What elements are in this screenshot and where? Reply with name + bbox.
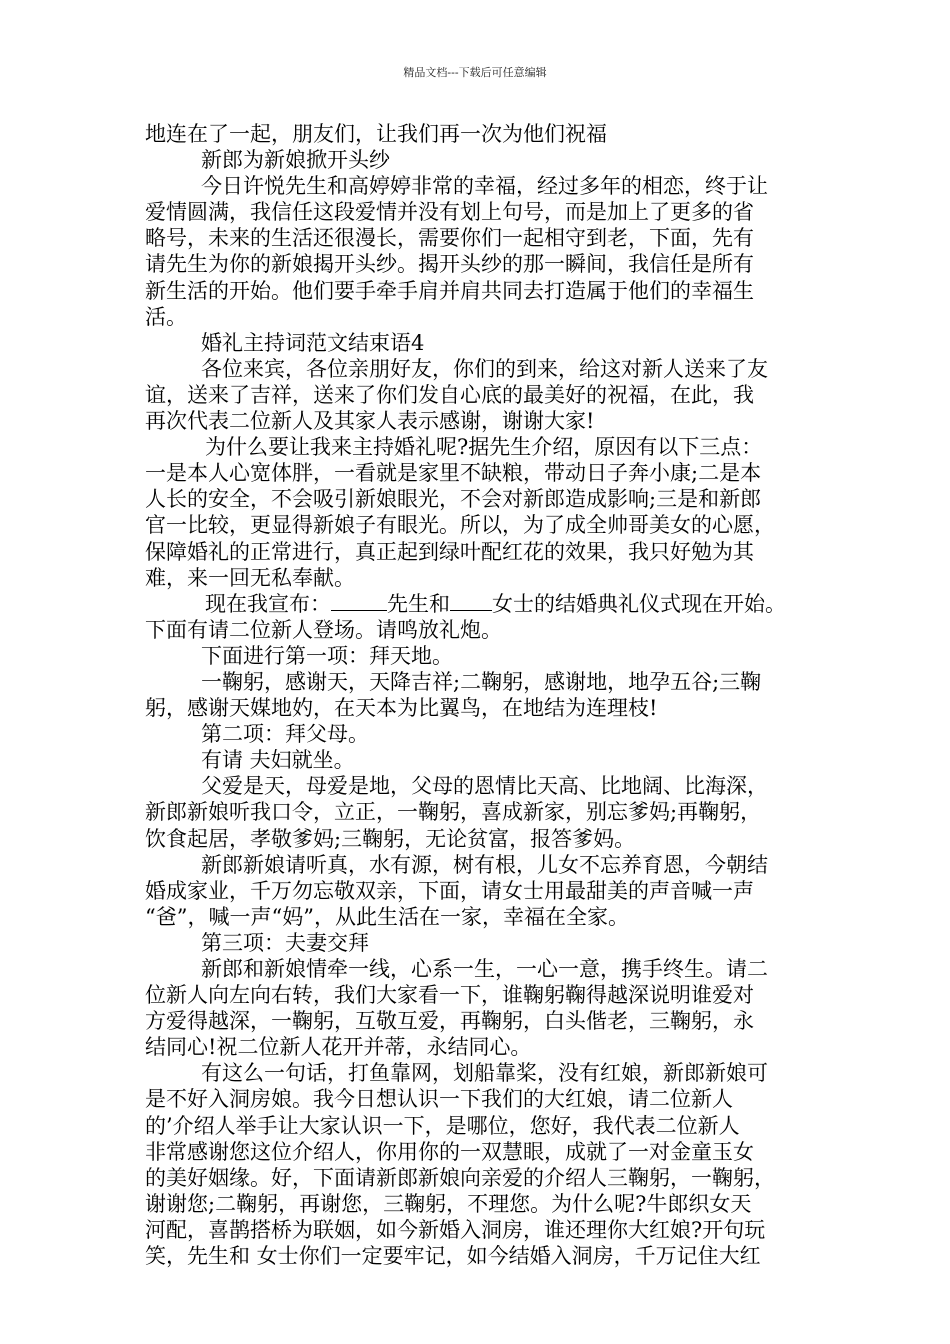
text-line: 下面有请二位新人登场。请鸣放礼炮。: [145, 617, 502, 642]
text-line: 是不好入洞房娘。我今日想认识一下我们的大红娘，请二位新人: [145, 1087, 733, 1112]
text-line: 爱情圆满，我信任这段爱情并没有划上句号，而是加上了更多的省: [145, 200, 754, 225]
text-line: 活。: [145, 304, 187, 329]
text-line: 新郎和新娘情牵一线，心系一生，一心一意，携手终生。请二: [201, 957, 768, 981]
text-line: 的’介绍人举手让大家认识一下，是哪位，您好，我代表二位新人: [145, 1113, 740, 1138]
document-body: [145, 121, 815, 1269]
text-line: 谊，送来了吉祥，送来了你们发自心底的最美好的祝福，在此，我: [145, 382, 754, 407]
section-heading: 婚礼主持词范文结束语4: [201, 330, 425, 355]
section-heading: 下面进行第一项：拜天地。: [201, 643, 453, 668]
announcement-text: 先生和: [387, 591, 450, 616]
text-line: 父爱是天，母爱是地，父母的恩情比天高、比地阔、比海深，: [201, 774, 768, 799]
text-line: 非常感谢您这位介绍人，你用你的一双慧眼，成就了一对金童玉女: [145, 1139, 754, 1164]
text-line: 人长的安全，不会吸引新娘眼光，不会对新郎造成影响;三是和新郎: [145, 487, 762, 512]
text-line: 饮食起居，孝敬爹妈;三鞠躬，无论贫富，报答爹妈。: [145, 826, 636, 851]
text-line: 难，来一回无私奉献。: [145, 565, 355, 590]
text-line: 新郎新娘请听真，水有源，树有根，儿女不忘养育恩，今朝结: [201, 852, 768, 877]
text-line: 谢谢您;二鞠躬，再谢您，三鞠躬，不理您。为什么呢?牛郎织女天: [145, 1191, 752, 1216]
announcement-text: 现在我宣布：: [205, 591, 331, 616]
announcement-text: 女士的结婚典礼仪式现在开始。: [492, 591, 786, 616]
text-line: 一是本人心宽体胖，一看就是家里不缺粮，带动日子奔小康;二是本: [145, 461, 762, 486]
text-line: 结同心!祝二位新人花开并蒂，永结同心。: [145, 1035, 532, 1060]
text-line: “爸”，喊一声“妈”，从此生活在一家，幸福在全家。: [145, 904, 629, 929]
text-line: 新生活的开始。他们要手牵手肩并肩共同去打造属于他们的幸福生: [145, 278, 754, 303]
text-line: 河配，喜鹊搭桥为联姻，如今新婚入洞房，谁还理你大红娘?开句玩: [145, 1217, 766, 1242]
section-heading: 第三项：夫妻交拜: [201, 930, 369, 955]
text-line: 婚成家业，千万勿忘敬双亲，下面，请女士用最甜美的声音喊一声: [145, 878, 754, 903]
text-line: 有这么一句话，打鱼靠网，划船靠桨，没有红娘，新郎新娘可: [201, 1061, 768, 1086]
name-blank: [331, 592, 387, 611]
name-blank: [450, 592, 492, 611]
text-line: 请先生为你的新娘揭开头纱。揭开头纱的那一瞬间，我信任是所有: [145, 252, 754, 277]
text-line: 再次代表二位新人及其家人表示感谢，谢谢大家!: [145, 409, 595, 434]
text-line: 有请 夫妇就坐。: [201, 748, 355, 773]
text-line: 一鞠躬，感谢天，天降吉祥;二鞠躬，感谢地，地孕五谷;三鞠: [201, 669, 762, 694]
announcement-line: [145, 591, 815, 617]
text-line: 的美好姻缘。好，下面请新郎新娘向亲爱的介绍人三鞠躬，一鞠躬，: [145, 1165, 775, 1190]
text-line: 躬，感谢天媒地妁，在天本为比翼鸟，在地结为连理枝!: [145, 696, 658, 721]
text-line: 今日许悦先生和高婷婷非常的幸福，经过多年的相恋，终于让: [201, 174, 768, 199]
section-heading: 新郎为新娘掀开头纱: [201, 148, 390, 173]
page-header: 精品文档---下载后可任意编辑: [403, 66, 547, 79]
text-line: 新郎新娘听我口令，立正，一鞠躬，喜成新家，别忘爹妈;再鞠躬，: [145, 800, 762, 825]
text-line: 各位来宾，各位亲朋好友，你们的到来，给这对新人送来了友: [201, 356, 768, 381]
text-line: 保障婚礼的正常进行，真正起到绿叶配红花的效果，我只好勉为其: [145, 539, 754, 564]
text-line: 略号，未来的生活还很漫长，需要你们一起相守到老，下面，先有: [145, 226, 754, 251]
text-line: 笑，先生和 女士你们一定要牢记，如今结婚入洞房，千万记住大红: [145, 1244, 761, 1269]
text-line: 地连在了一起，朋友们，让我们再一次为他们祝福: [145, 122, 607, 146]
text-line: 为什么要让我来主持婚礼呢?据先生介绍，原因有以下三点：: [205, 435, 763, 460]
text-line: 官一比较，更显得新娘子有眼光。所以，为了成全帅哥美女的心愿，: [145, 513, 775, 538]
text-line: 位新人向左向右转，我们大家看一下，谁鞠躬鞠得越深说明谁爱对: [145, 983, 754, 1008]
section-heading: 第二项：拜父母。: [201, 722, 369, 747]
text-line: 方爱得越深，一鞠躬，互敬互爱，再鞠躬，白头偕老，三鞠躬，永: [145, 1009, 754, 1034]
